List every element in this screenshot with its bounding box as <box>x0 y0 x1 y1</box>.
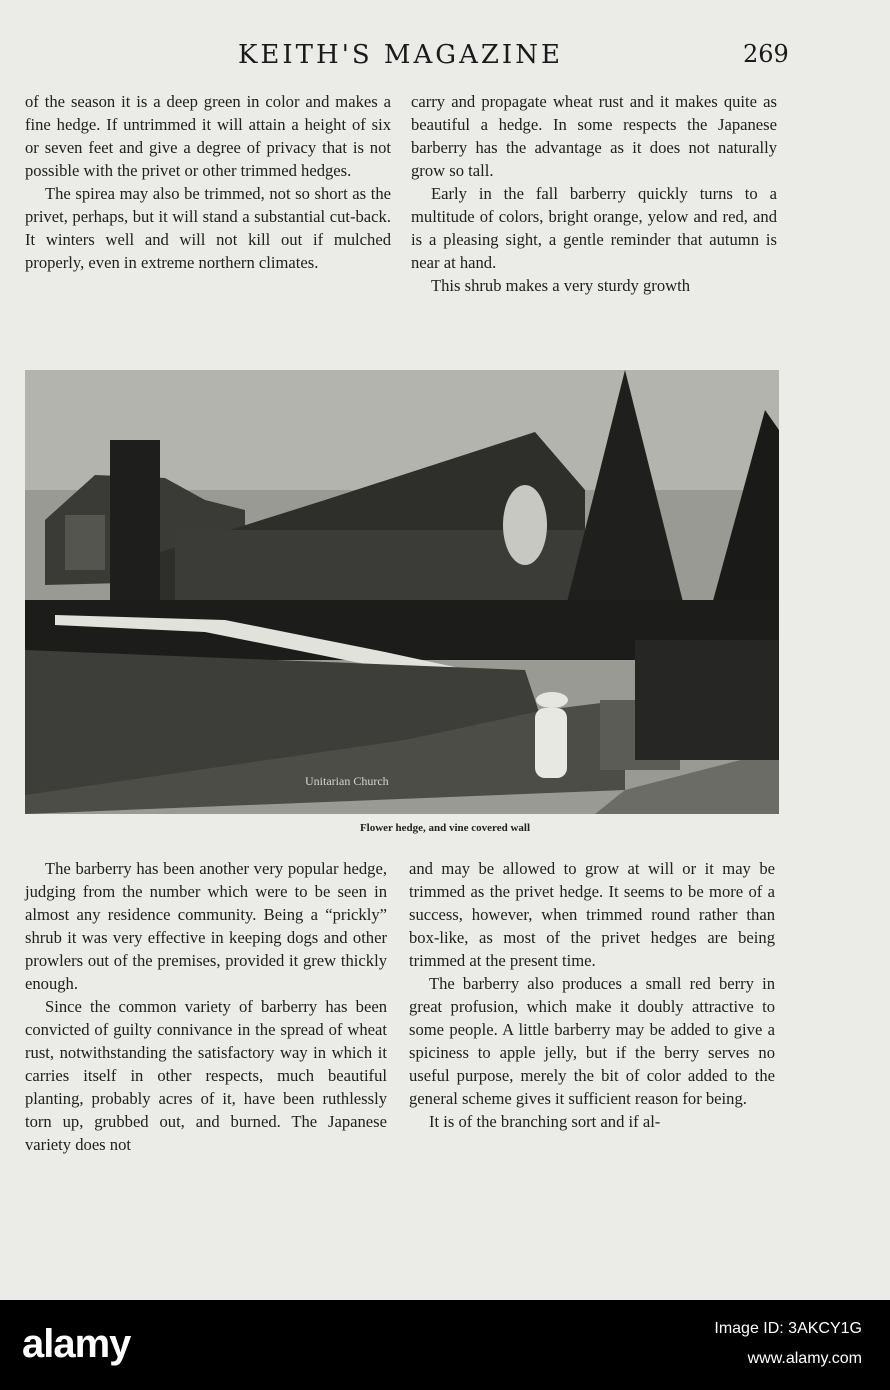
paragraph: This shrub makes a very sturdy growth <box>431 276 691 295</box>
text-column-bottom-right <box>409 857 775 1133</box>
paragraph: It is of the branching sort and if al- <box>429 1112 661 1131</box>
site-url: www.alamy.com <box>747 1350 862 1367</box>
paragraph: The spirea may also be trimmed, not so short as the privet, perhaps, but it will stand a substantial cut-back. It winters well and will not kill out if mulched properly, even in extreme northern climates. <box>25 184 391 272</box>
image-id-label: Image ID: 3AKCY1G <box>714 1320 862 1337</box>
paragraph: Since the common variety of barberry has been convicted of guilty connivance in the spread of wheat rust, notwithstanding the satisfactory way in which it carries itself in other respects, much beautiful planting, probably acres of it, have been ruthlessly torn up, grubbed out, and burned. The Japanese variety does not <box>25 997 387 1154</box>
alamy-logo: alamy <box>22 1322 131 1366</box>
ivy-chimney <box>110 440 160 620</box>
paragraph: of the season it is a deep green in color and makes a fine hedge. If untrimmed it will attain a height of six or seven feet and give a degree of privacy that is not possible with the privet or other trimmed hedges. <box>25 92 391 180</box>
photo-caption: Flower hedge, and vine covered wall <box>359 822 531 834</box>
magazine-title: KEITH'S MAGAZINE <box>238 40 563 70</box>
text-column-top-left <box>25 90 391 274</box>
text-column-bottom-left <box>25 857 387 1156</box>
page-number: 269 <box>743 40 789 68</box>
text-column-top-right <box>411 90 777 297</box>
photograph-hedge-and-wall <box>25 370 779 814</box>
watermark-footer <box>0 1300 890 1390</box>
photo-illustration <box>25 370 779 814</box>
paragraph: The barberry has been another very popular hedge, judging from the number which were to be seen in almost any residence community. Being a “prickly” shrub it was very effective in keeping dogs and other prowlers out of the premises, provided it grew thickly enough. <box>25 859 387 993</box>
masthead <box>0 38 890 78</box>
child-hat <box>536 692 568 708</box>
paragraph: carry and propagate wheat rust and it makes quite as beautiful a hedge. In some respects the Japanese barberry has the advantage as it does not naturally grow so tall. <box>411 92 777 180</box>
paragraph: and may be allowed to grow at will or it may be trimmed as the privet hedge. It seems to be more of a success, however, when trimmed round rather than box-like, as most of the privet hedges are being trimmed at the present time. <box>409 859 775 970</box>
house-window-wall <box>65 515 105 570</box>
child-figure <box>535 708 567 778</box>
arched-window <box>503 485 547 565</box>
paragraph: The barberry also produces a small red berry in great profusion, which make it doubly attractive to some people. A little barberry may be added to give a spiciness to apple jelly, but if the berry serves no useful purpose, merely the bit of color added to the general scheme gives it sufficient reason for being. <box>409 974 775 1108</box>
right-hedge <box>635 640 779 760</box>
wall-inscription: Unitarian Church <box>305 774 389 788</box>
paragraph: Early in the fall barberry quickly turns to a multitude of colors, bright orange, yelow and red, and is a pleasing sight, a gentle reminder that autumn is near at hand. <box>411 184 777 272</box>
